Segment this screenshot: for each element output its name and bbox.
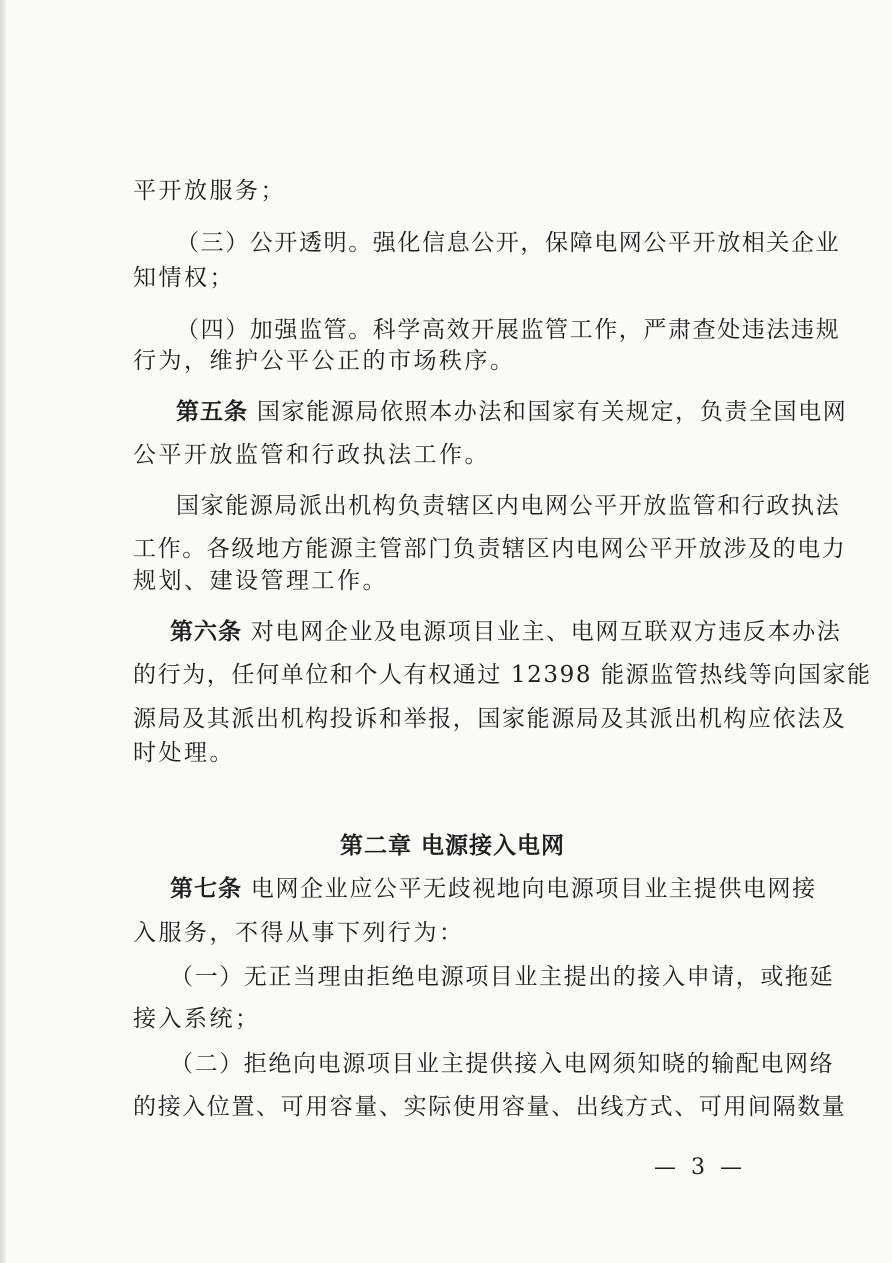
line-text: 电网企业应公平无歧视地向电源项目业主提供电网接 [250,876,817,902]
article-heading: 第六条 [170,619,242,645]
line-text: 接入系统； [133,1006,261,1032]
line-text: 对电网企业及电源项目业主、电网互联双方违反本办法 [250,619,842,645]
line-text: （三）公开透明。强化信息公开，保障电网公平开放相关企业 [176,230,841,256]
page-number: — 3 — [654,1155,746,1180]
line-text: 国家能源局派出机构负责辖区内电网公平开放监管和行政执法 [176,493,841,519]
text-line [133,440,490,470]
line-text: 源局及其派出机构投诉和举报，国家能源局及其派出机构应依法及 [133,706,847,732]
text-line [170,962,834,992]
text-line [133,918,465,948]
article-first-line [176,397,847,427]
line-text: 公平开放监管和行政执法工作。 [133,442,490,468]
line-text: 平开放服务； [133,178,286,204]
text-line [176,491,840,521]
text-line [133,738,235,768]
line-text: 规划、建设管理工作。 [133,568,388,594]
line-text: 的接入位置、可用容量、实际使用容量、出线方式、可用间隔数量 [133,1094,847,1120]
text-line [133,1004,261,1034]
line-text: （一）无正当理由拒绝电源项目业主提出的接入申请，或拖延 [170,964,835,990]
scan-edge-shadow [0,0,6,1263]
text-line [133,346,516,376]
text-line [176,315,840,345]
text-line [133,704,846,734]
article-first-line [170,617,841,647]
text-line [133,566,388,596]
chapter-heading: 第二章 电源接入电网 [340,833,566,859]
article-first-line [170,874,817,904]
line-text: 入服务，不得从事下列行为： [133,920,465,946]
line-text: 国家能源局依照本办法和国家有关规定，负责全国电网 [256,399,848,425]
line-text: （四）加强监管。科学高效开展监管工作，严肃查处违法违规 [176,317,841,343]
text-line [133,263,235,293]
text-line [133,660,872,690]
text-line [170,1049,834,1079]
text-line [133,176,286,206]
line-text: 工作。各级地方能源主管部门负责辖区内电网公平开放涉及的电力 [133,536,847,562]
line-text: 行为，维护公平公正的市场秩序。 [133,348,516,374]
text-line [176,228,840,258]
text-line [133,534,846,564]
line-text: 的行为，任何单位和个人有权通过 12398 能源监管热线等向国家能 [133,662,872,688]
line-text: （二）拒绝向电源项目业主提供接入电网须知晓的输配电网络 [170,1051,835,1077]
article-heading: 第五条 [176,399,248,425]
text-line [133,1092,846,1122]
article-heading: 第七条 [170,876,242,902]
line-text: 时处理。 [133,740,235,766]
line-text: 知情权； [133,265,235,291]
